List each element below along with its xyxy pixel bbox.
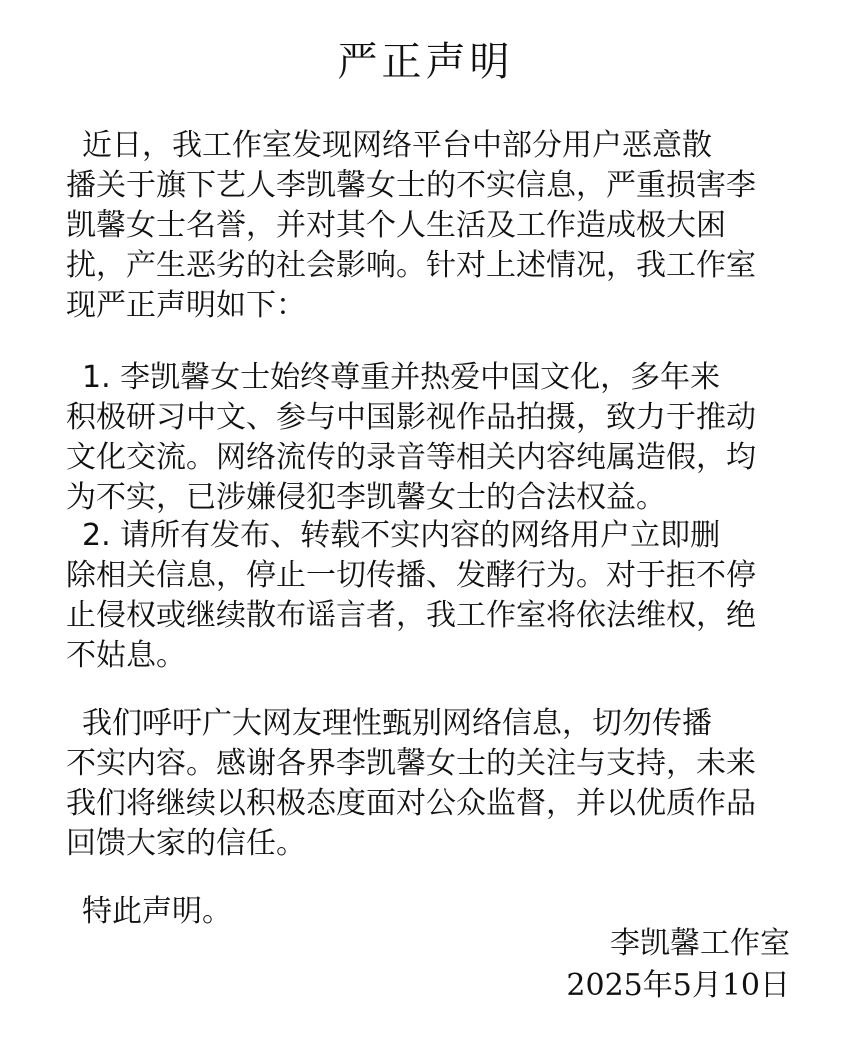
list-item-1-line: 文化交流。网络流传的录音等相关内容纯属造假，均	[66, 440, 756, 475]
paragraph1-line: 凯馨女士名誉，并对其个人生活及工作造成极大困	[66, 208, 726, 243]
list-item-2-line: 不姑息。	[66, 638, 186, 673]
paragraph2-line: 回馈大家的信任。	[66, 826, 306, 861]
signature-organization: 李凯馨工作室	[610, 926, 790, 961]
paragraph2-line: 不实内容。感谢各界李凯馨女士的关注与支持，未来	[66, 746, 756, 781]
paragraph2-line: 我们呼吁广大网友理性甄别网络信息，切勿传播	[82, 706, 712, 741]
closing-line: 特此声明。	[82, 894, 232, 929]
paragraph1-line: 播关于旗下艺人李凯馨女士的不实信息，严重损害李	[66, 168, 756, 203]
list-item-1-line: 积极研习中文、参与中国影视作品拍摄，致力于推动	[66, 400, 756, 435]
list-item-2-line: 除相关信息，停止一切传播、发酵行为。对于拒不停	[66, 558, 756, 593]
statement-title: 严正声明	[337, 39, 514, 85]
list-item-2-line: 2. 请所有发布、转载不实内容的网络用户立即删	[82, 518, 721, 553]
paragraph2-line: 我们将继续以积极态度面对公众监督，并以优质作品	[66, 786, 756, 821]
list-item-1-line: 为不实，已涉嫌侵犯李凯馨女士的合法权益。	[66, 480, 666, 515]
paragraph1-line: 现严正声明如下：	[66, 288, 306, 323]
list-item-2-line: 止侵权或继续散布谣言者，我工作室将依法维权，绝	[66, 598, 756, 633]
paragraph1-line: 扰，产生恶劣的社会影响。针对上述情况，我工作室	[66, 248, 756, 283]
signature-date: 2025年5月10日	[566, 968, 790, 1003]
list-item-1-line: 1. 李凯馨女士始终尊重并热爱中国文化，多年来	[82, 360, 721, 395]
paragraph1-line: 近日，我工作室发现网络平台中部分用户恶意散	[82, 128, 712, 163]
